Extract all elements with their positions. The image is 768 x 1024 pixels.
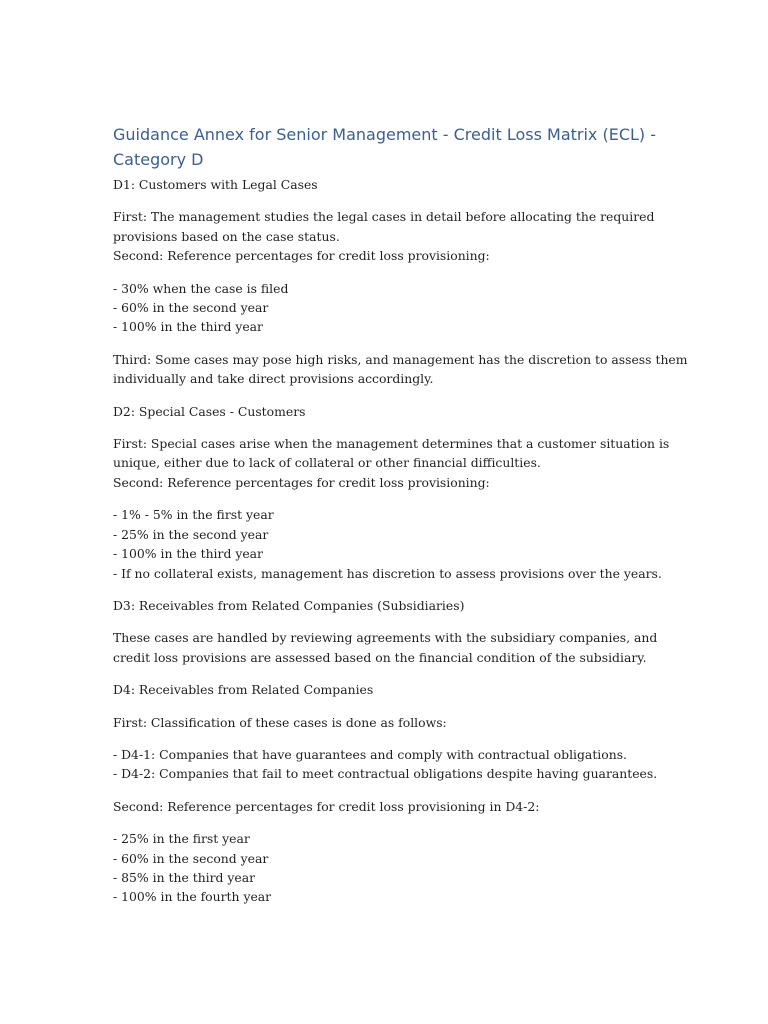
list-item: - 100% in the third year [113, 546, 263, 562]
list-item: - 100% in the fourth year [113, 889, 272, 905]
list-item: - 60% in the second year [113, 850, 269, 866]
d4-percent-list [113, 829, 658, 907]
section-heading: D2: Special Cases - Customers [113, 403, 306, 419]
section-heading: D1: Customers with Legal Cases [113, 177, 318, 192]
d4-first-paragraph [113, 713, 658, 732]
d2-heading [113, 402, 658, 421]
list-item: - 1% - 5% in the first year [113, 507, 274, 523]
title-line: Category D [113, 150, 204, 169]
d2-first-paragraph [113, 434, 670, 492]
d1-first-paragraph [113, 207, 658, 265]
list-item: - 100% in the third year [113, 319, 263, 335]
text-line: individually and take direct provisions accordingly. [113, 371, 434, 387]
title-line: Guidance Annex for Senior Management - Credit Loss Matrix (ECL) - [113, 125, 657, 144]
text-line: unique, either due to lack of collateral or other financial difficulties. [113, 455, 541, 471]
text-line: Second: Reference percentages for credit loss provisioning in D4-2: [113, 798, 540, 814]
section-heading: D3: Receivables from Related Companies (Subsidiaries) [113, 597, 465, 613]
text-line: First: Classification of these cases is done as follows: [113, 714, 447, 730]
d4-classification-list [113, 745, 658, 784]
d1-third-paragraph [113, 350, 688, 389]
d2-percent-list [113, 505, 662, 583]
text-line: provisions based on the case status. [113, 228, 340, 244]
text-line: Second: Reference percentages for credit loss provisioning: [113, 248, 490, 264]
document-page [113, 122, 688, 907]
list-item: - D4-1: Companies that have guarantees and comply with contractual obligations. [113, 746, 627, 762]
d3-paragraph [113, 628, 658, 667]
text-line: These cases are handled by reviewing agreements with the subsidiary companies, and [113, 630, 658, 646]
text-line: Third: Some cases may pose high risks, and management has the discretion to assess them [113, 351, 688, 367]
d1-heading [113, 175, 658, 194]
d1-percent-list [113, 279, 658, 337]
list-item: - 85% in the third year [113, 869, 256, 885]
d3-heading [113, 596, 658, 615]
text-line: First: Special cases arise when the management determines that a customer situation is [113, 436, 670, 452]
list-item: - If no collateral exists, management has discretion to assess provisions over the years. [113, 565, 662, 581]
section-heading: D4: Receivables from Related Companies [113, 682, 374, 698]
text-line: credit loss provisions are assessed based on the financial condition of the subsidiary. [113, 649, 647, 665]
text-line: Second: Reference percentages for credit loss provisioning: [113, 474, 490, 490]
text-line: First: The management studies the legal cases in detail before allocating the required [113, 209, 655, 225]
d4-heading [113, 680, 658, 699]
list-item: - D4-2: Companies that fail to meet contractual obligations despite having guarantees. [113, 766, 658, 782]
list-item: - 60% in the second year [113, 300, 269, 316]
document-title [113, 122, 658, 172]
list-item: - 25% in the first year [113, 831, 250, 847]
list-item: - 30% when the case is filed [113, 280, 289, 296]
d4-second-paragraph [113, 797, 658, 816]
list-item: - 25% in the second year [113, 526, 269, 542]
